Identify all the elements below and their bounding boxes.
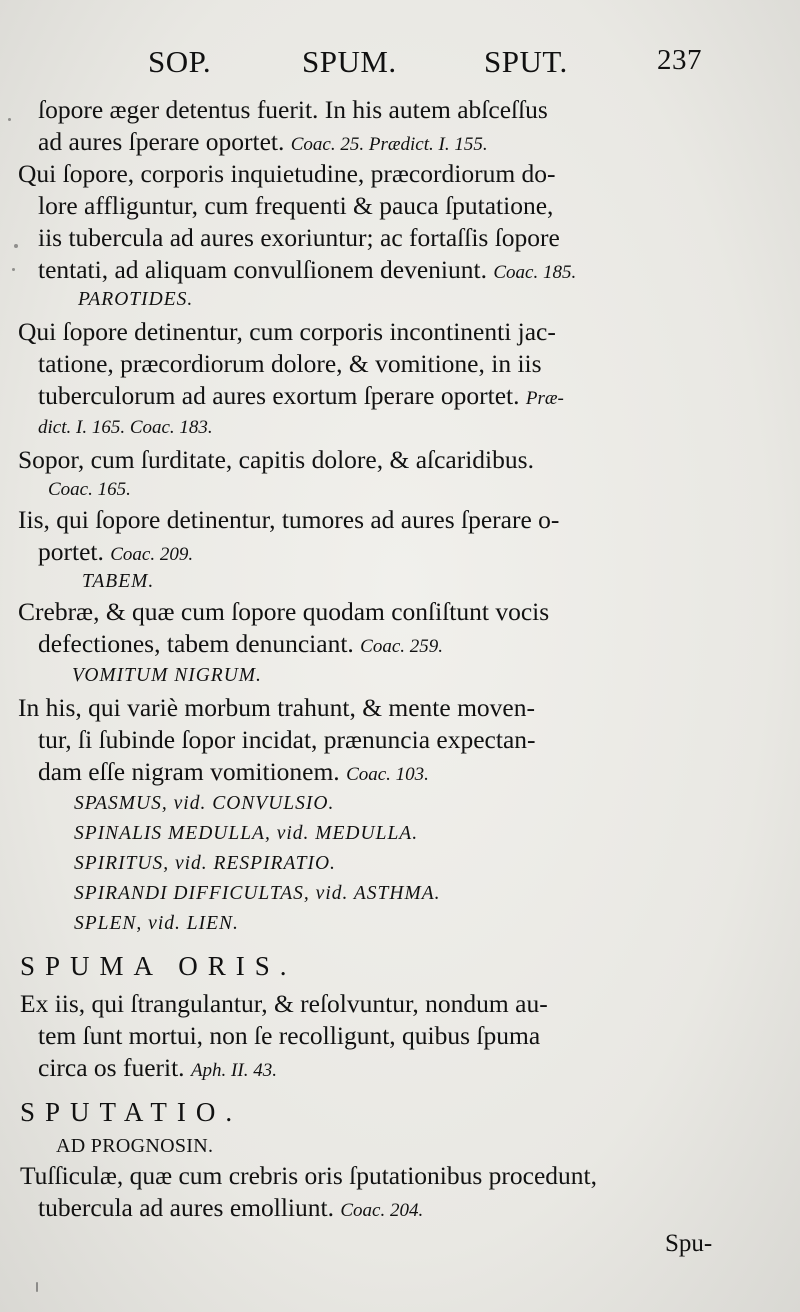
text-line: tur, ſi ſubinde ſopor incidat, prænuncia expectan- (38, 725, 536, 754)
text-line: ſopore æger detentus fuerit. In his autem abſceſſus (38, 95, 548, 124)
cross-reference: SPLEN, vid. LIEN. (74, 913, 239, 934)
reference: dict. I. 165. Coac. 183. (38, 417, 213, 438)
header-left-term: SOP. (148, 44, 212, 79)
ink-speck (36, 1282, 38, 1292)
text-line: Ex iis, qui ſtrangulantur, & reſolvuntur, nondum au- (20, 989, 548, 1018)
reference: Coac. 165. (48, 479, 131, 500)
text-line: dam eſſe nigram vomitionem. Coac. 103. (38, 757, 429, 786)
text-line: Iis, qui ſopore detinentur, tumores ad aures ſperare o- (18, 505, 560, 534)
reference: Coac. 259. (360, 636, 444, 657)
subject-heading: PAROTIDES. (78, 289, 194, 310)
page-number: 237 (657, 44, 702, 76)
reference: Præ- (525, 388, 564, 409)
subject-heading: VOMITUM NIGRUM. (72, 665, 262, 686)
text-line: Tuſſiculæ, quæ cum crebris oris ſputationibus procedunt, (20, 1161, 598, 1190)
reference: Coac. 209. (110, 544, 194, 565)
reference: Coac. 185. (493, 262, 577, 283)
text-line: In his, qui variè morbum trahunt, & mente moven- (18, 693, 535, 722)
text-line: ad aures ſperare oportet. Coac. 25. Prædict. I. 155. (38, 127, 488, 156)
text-line: Sopor, cum ſurditate, capitis dolore, & aſcaridibus. (18, 445, 534, 474)
section-heading: SPUTATIO. (20, 1097, 243, 1127)
text-line: Qui ſopore, corporis inquietudine, præcordiorum do- (18, 159, 556, 188)
text-line: Qui ſopore detinentur, cum corporis incontinenti jac- (18, 317, 556, 346)
cross-reference: SPIRITUS, vid. RESPIRATIO. (74, 853, 336, 874)
section-heading: SPUMA ORIS. (20, 951, 297, 981)
cross-reference: SPINALIS MEDULLA, vid. MEDULLA. (74, 823, 419, 844)
text-line: portet. Coac. 209. (38, 537, 194, 566)
reference: Coac. 204. (340, 1200, 424, 1221)
text-line: defectiones, tabem denunciant. Coac. 259. (38, 629, 444, 658)
text-line: lore affliguntur, cum frequenti & pauca ſputatione, (38, 191, 554, 220)
catchword: Spu- (665, 1230, 713, 1257)
text-line: tuberculorum ad aures exortum ſperare oportet. Præ- (38, 381, 564, 410)
text-line: iis tubercula ad aures exoriuntur; ac fortaſſis ſopore (38, 223, 560, 252)
reference: Coac. 25. Prædict. I. 155. (290, 134, 488, 155)
running-header (0, 44, 800, 84)
subheading: AD PROGNOSIN. (56, 1135, 214, 1157)
subject-heading: TABEM. (82, 571, 155, 592)
header-center-term: SPUM. (302, 44, 397, 79)
ink-speck (14, 244, 18, 248)
text-line: tubercula ad aures emolliunt. Coac. 204. (38, 1193, 424, 1222)
ink-speck (8, 118, 11, 121)
header-right-term: SPUT. (484, 44, 568, 79)
text-line: tem ſunt mortui, non ſe recolligunt, quibus ſpuma (38, 1021, 541, 1050)
text-line: circa os fuerit. Aph. II. 43. (38, 1053, 277, 1082)
reference: Aph. II. 43. (190, 1060, 277, 1081)
text-line: tentati, ad aliquam convulſionem deveniunt. Coac. 185. (38, 255, 577, 284)
ink-speck (12, 268, 15, 271)
reference: Coac. 103. (346, 764, 429, 785)
cross-reference: SPASMUS, vid. CONVULSIO. (74, 793, 335, 814)
text-line: tatione, præcordiorum dolore, & vomitione, in iis (38, 349, 542, 378)
cross-reference: SPIRANDI DIFFICULTAS, vid. ASTHMA. (74, 883, 441, 904)
text-line: Crebræ, & quæ cum ſopore quodam conſiſtunt vocis (18, 597, 550, 626)
